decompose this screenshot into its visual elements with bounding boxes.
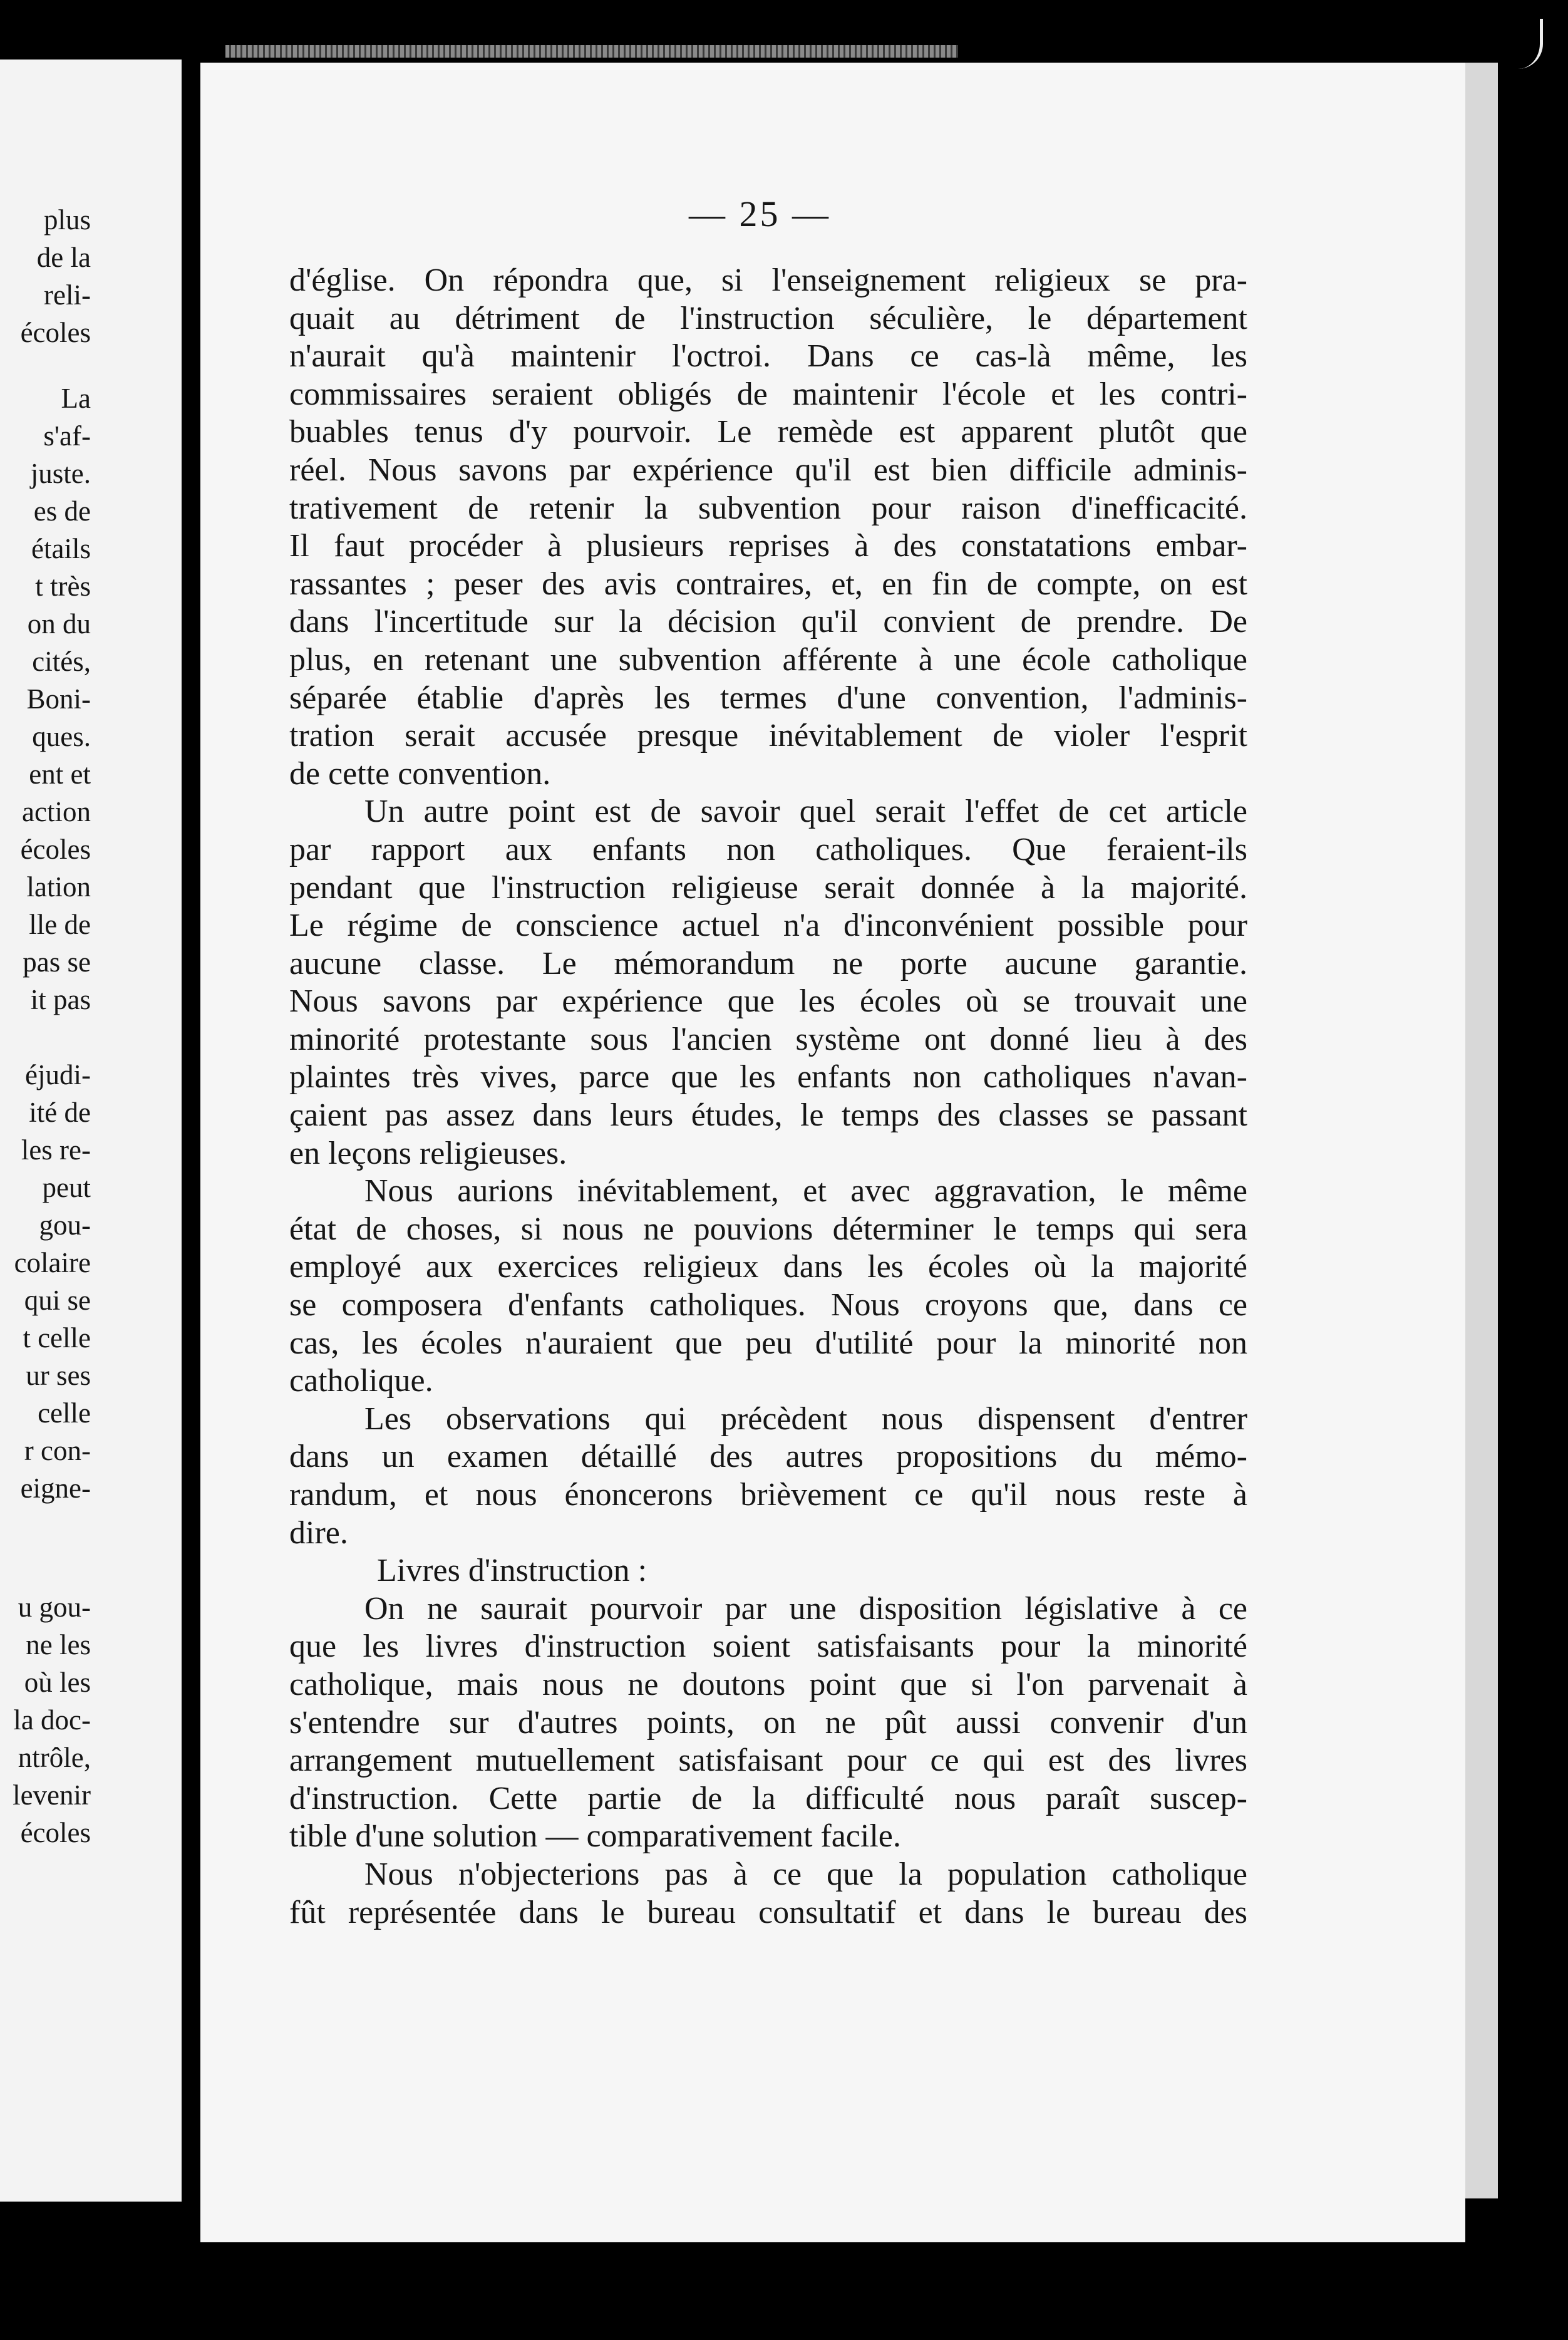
left-fragment-line: action [22, 796, 91, 827]
text-line: s'entendre sur d'autres points, on ne pût aussi convenir d'un [289, 1704, 1247, 1741]
left-fragment-line: éjudi- [25, 1059, 91, 1090]
left-fragment-line: écoles [20, 317, 91, 348]
text-line: catholique, mais nous ne doutons point que si l'on parvenait à [289, 1666, 1247, 1702]
text-line: Nous aurions inévitablement, et avec aggravation, le même [364, 1173, 1247, 1209]
left-fragment-line: t celle [23, 1322, 91, 1354]
text-line: aucune classe. Le mémorandum ne porte aucune garantie. [289, 945, 1247, 981]
page-number: — 25 — [689, 194, 831, 234]
text-line: arrangement mutuellement satisfaisant pour ce qui est des livres [289, 1742, 1247, 1779]
left-fragment-line: où les [24, 1667, 91, 1698]
left-fragment-line: ité de [29, 1097, 91, 1128]
left-fragment-line: plus [43, 204, 91, 236]
book-spine [182, 56, 200, 2205]
text-line: que les livres d'instruction soient satisfaisants pour la minorité [289, 1628, 1247, 1665]
left-fragment-line: gou- [39, 1209, 91, 1241]
left-fragment-line: juste. [30, 458, 91, 489]
left-fragment-line: lation [26, 871, 91, 903]
text-line: n'aurait qu'à maintenir l'octroi. Dans ce cas-là même, les [289, 338, 1247, 375]
left-fragment-line: ur ses [26, 1360, 91, 1391]
left-page [0, 60, 182, 2202]
left-fragment-line: ques. [32, 721, 91, 752]
left-fragment-line: écoles [20, 834, 91, 865]
text-line: dire. [289, 1514, 348, 1551]
left-fragment-line: u gou- [18, 1592, 91, 1623]
text-line: quait au détriment de l'instruction séculière, le département [289, 300, 1247, 336]
text-line: Un autre point est de savoir quel serait l'effet de cet article [364, 794, 1247, 830]
text-line: cas, les écoles n'auraient que peu d'utilité pour la minorité non [289, 1325, 1247, 1361]
text-line: Nous n'objecterions pas à ce que la population catholique [364, 1856, 1247, 1892]
left-fragment-line: s'af- [43, 420, 91, 452]
text-line: Le régime de conscience actuel n'a d'inconvénient possible pour [289, 908, 1247, 944]
left-fragment-line: colaire [14, 1247, 91, 1278]
text-line: réel. Nous savons par expérience qu'il est bien difficile adminis- [289, 452, 1247, 488]
left-fragment-line: écoles [20, 1817, 91, 1848]
left-fragment-line: on du [27, 608, 91, 639]
left-fragment-line: lle de [29, 909, 91, 940]
text-line: séparée établie d'après les termes d'une convention, l'adminis- [289, 680, 1247, 716]
corner-mark [1515, 19, 1543, 69]
text-line: plus, en retenant une subvention afférente à une école catholique [289, 641, 1247, 678]
text-line: employé aux exercices religieux dans les écoles où la majorité [289, 1249, 1247, 1285]
text-line: Il faut procéder à plusieurs reprises à des constatations embar- [289, 528, 1247, 564]
body-text [289, 262, 1247, 1932]
left-fragment-line: qui se [24, 1285, 91, 1316]
left-fragment-line: t très [35, 571, 91, 602]
text-line: tration serait accusée presque inévitablement de violer l'esprit [289, 718, 1247, 754]
left-fragment-line: peut [42, 1172, 91, 1203]
text-line: rassantes ; peser des avis contraires, et, en fin de compte, on est [289, 566, 1247, 602]
text-line: dans l'incertitude sur la décision qu'il convient de prendre. De [289, 604, 1247, 640]
text-line: Nous savons par expérience que les écoles où se trouvait une [289, 983, 1247, 1020]
text-line: tible d'une solution — comparativement facile. [289, 1818, 901, 1855]
top-edge-strip [225, 45, 958, 58]
left-fragment-line: étails [31, 533, 91, 564]
text-line: pendant que l'instruction religieuse serait donnée à la majorité. [289, 869, 1247, 906]
left-fragment-line: ent et [29, 758, 91, 790]
text-line: se composera d'enfants catholiques. Nous croyons que, dans ce [289, 1287, 1247, 1323]
text-line: par rapport aux enfants non catholiques. Que feraient-ils [289, 831, 1247, 867]
text-line: état de choses, si nous ne pouvions déterminer le temps qui sera [289, 1211, 1247, 1247]
left-fragment-line: reli- [44, 279, 91, 311]
left-fragment-line: ne les [26, 1629, 91, 1660]
page-edge [1465, 63, 1498, 2198]
text-line: trativement de retenir la subvention pour raison d'inefficacité. [289, 490, 1247, 526]
text-line: catholique. [289, 1363, 433, 1399]
left-fragment-line: Boni- [26, 683, 91, 715]
text-line: çaient pas assez dans leurs études, le temps des classes se passant [289, 1097, 1247, 1134]
text-line: randum, et nous énoncerons brièvement ce qu'il nous reste à [289, 1477, 1247, 1513]
left-fragment-line: de la [36, 242, 91, 273]
left-fragment-line: ntrôle, [18, 1742, 91, 1773]
text-line: Livres d'instruction : [377, 1553, 647, 1589]
text-line: minorité protestante sous l'ancien système ont donné lieu à des [289, 1021, 1247, 1057]
left-fragment-line: es de [33, 495, 91, 527]
text-line: buables tenus d'y pourvoir. Le remède est apparent plutôt que [289, 414, 1247, 450]
left-fragment-line: celle [38, 1397, 91, 1429]
text-line: On ne saurait pourvoir par une disposition législative à ce [364, 1590, 1247, 1627]
left-fragment-line: pas se [23, 946, 91, 978]
left-fragment-line: r con- [24, 1435, 91, 1466]
left-fragment-line: La [61, 383, 91, 414]
text-line: dans un examen détaillé des autres propositions du mémo- [289, 1439, 1247, 1475]
text-line: en leçons religieuses. [289, 1135, 567, 1171]
text-line: d'église. On répondra que, si l'enseignement religieux se pra- [289, 262, 1247, 298]
left-fragment-line: cités, [32, 646, 91, 677]
text-line: Les observations qui précèdent nous dispensent d'entrer [364, 1400, 1247, 1437]
left-fragment-line: eigne- [20, 1473, 91, 1504]
text-line: commissaires seraient obligés de maintenir l'école et les contri- [289, 376, 1247, 412]
left-fragment-line: les re- [21, 1134, 91, 1166]
left-fragment-line: it pas [30, 984, 91, 1015]
left-fragment-line: levenir [13, 1779, 91, 1811]
text-line: de cette convention. [289, 755, 551, 792]
text-line: d'instruction. Cette partie de la difficulté nous paraît suscep- [289, 1780, 1247, 1816]
left-fragment-line: la doc- [13, 1704, 91, 1736]
text-line: fût représentée dans le bureau consultatif et dans le bureau des [289, 1894, 1247, 1930]
text-line: plaintes très vives, parce que les enfants non catholiques n'avan- [289, 1059, 1247, 1095]
